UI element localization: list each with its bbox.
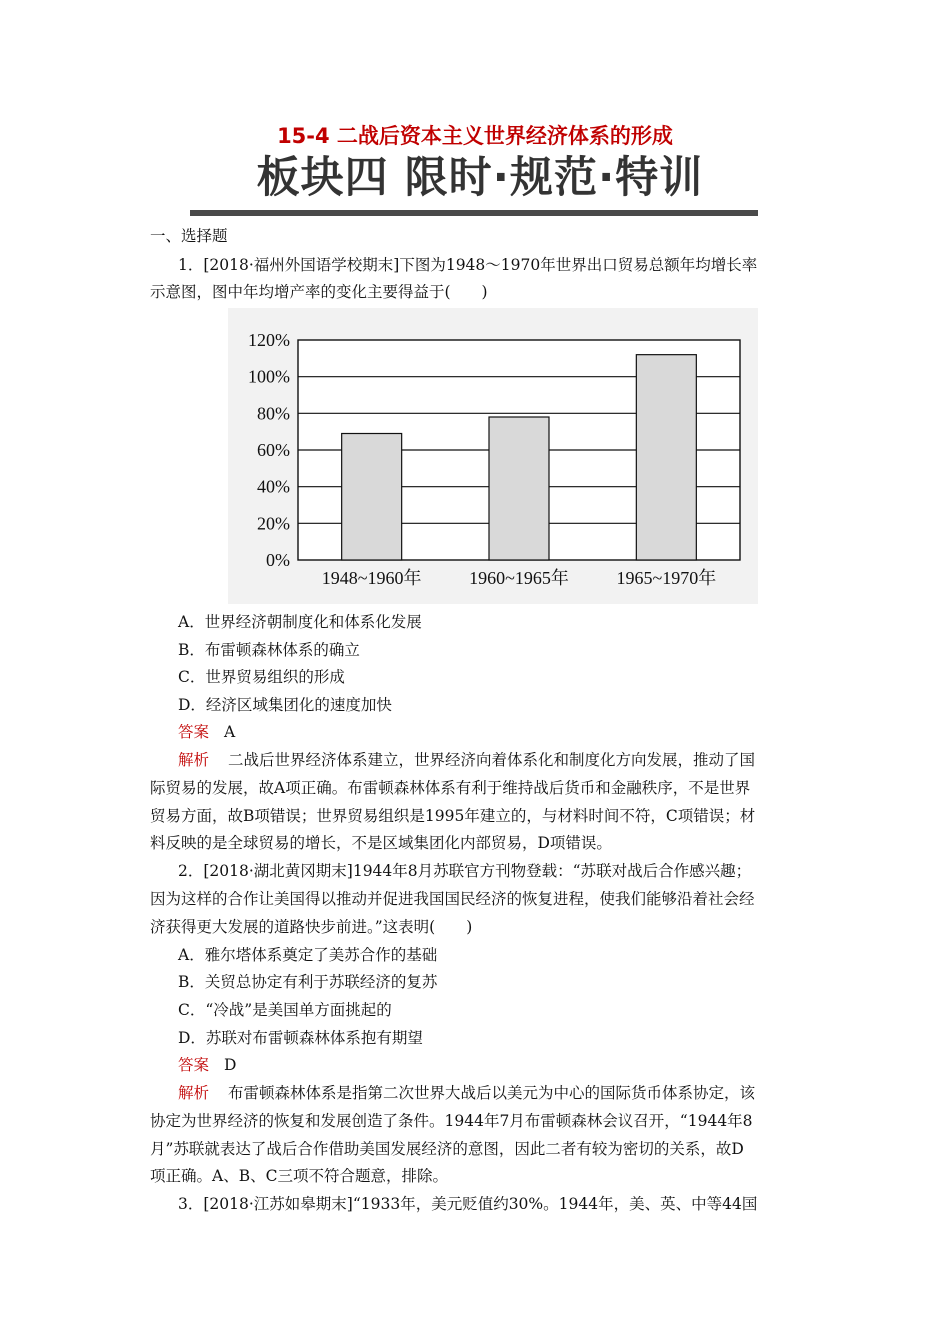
q2-option-b: B．关贸总协定有利于苏联经济的复苏 xyxy=(178,973,438,991)
analysis-text: 二战后世界经济体系建立，世界经济向着体系化和制度化方向发展，推动了国 xyxy=(227,751,755,769)
q1-analysis-line-1 xyxy=(178,750,755,770)
q2-analysis-line-2: 协定为世界经济的恢复和发展创造了条件。1944年7月布雷顿森林会议召开，“1944年8 xyxy=(150,1112,753,1130)
q2-option-d: D．苏联对布雷顿森林体系抱有期望 xyxy=(178,1029,423,1047)
analysis-label: 解析 xyxy=(178,751,210,769)
q1-option-c: C．世界贸易组织的形成 xyxy=(178,668,345,686)
y-tick-label: 60% xyxy=(257,440,290,460)
q1-analysis-line-4: 料反映的是全球贸易的增长，不是区域集团化内部贸易，D项错误。 xyxy=(150,834,612,852)
q2-answer xyxy=(178,1055,236,1075)
q2-stem-line-2: 因为这样的合作让美国得以推动并促进我国国民经济的恢复进程，使我们能够沿着社会经 xyxy=(150,890,755,908)
section-heading: 一、选择题 xyxy=(150,227,228,245)
answer-label: 答案 xyxy=(178,723,210,741)
answer-value: A xyxy=(223,723,236,741)
x-tick-label: 1965~1970年 xyxy=(616,568,717,588)
y-tick-label: 120% xyxy=(248,330,290,350)
q2-stem-line-3: 济获得更大发展的道路快步前进。”这表明( ) xyxy=(150,918,473,936)
y-tick-label: 80% xyxy=(257,403,290,424)
bar xyxy=(342,434,402,561)
y-tick-label: 0% xyxy=(266,550,290,570)
y-tick-label: 20% xyxy=(257,513,290,534)
q1-answer xyxy=(178,722,235,742)
section-banner: 板块四 限时·规范·特训 xyxy=(256,153,704,203)
answer-value: D xyxy=(223,1056,237,1074)
banner-underline xyxy=(190,210,758,216)
bar-chart xyxy=(228,308,758,604)
x-tick-label: 1948~1960年 xyxy=(321,568,422,588)
q1-option-a: A．世界经济朝制度化和体系化发展 xyxy=(178,613,422,631)
q2-analysis-line-4: 项正确。A、B、C三项不符合题意，排除。 xyxy=(150,1167,448,1185)
y-tick-label: 40% xyxy=(257,476,290,497)
analysis-label: 解析 xyxy=(178,1084,210,1102)
q1-stem-line-1: 1．[2018·福州外国语学校期末]下图为1948～1970年世界出口贸易总额年均增长率 xyxy=(178,256,758,274)
q1-option-b: B．布雷顿森林体系的确立 xyxy=(178,641,360,659)
x-tick-label: 1960~1965年 xyxy=(469,568,569,588)
q2-option-a: A．雅尔塔体系奠定了美苏合作的基础 xyxy=(178,946,438,964)
q1-stem-line-2: 示意图，图中年均增产率的变化主要得益于( ) xyxy=(150,283,488,301)
q1-analysis-line-2: 际贸易的发展，故A项正确。布雷顿森林体系有利于维持战后货币和金融秩序，不是世界 xyxy=(150,779,751,797)
q2-option-c: C．“冷战”是美国单方面挑起的 xyxy=(178,1001,392,1019)
bar-chart-svg xyxy=(228,308,758,604)
q2-stem-line-1: 2．[2018·湖北黄冈期末]1944年8月苏联官方刊物登载：“苏联对战后合作感兴趣； xyxy=(178,862,752,880)
y-tick-label: 100% xyxy=(248,366,290,387)
answer-label: 答案 xyxy=(178,1056,210,1074)
page-title: 15-4 二战后资本主义世界经济体系的形成 xyxy=(277,124,673,148)
q2-analysis-line-3: 月”苏联就表达了战后合作借助美国发展经济的意图，因此二者有较为密切的关系，故D xyxy=(150,1140,744,1158)
bar xyxy=(636,355,696,560)
q1-option-d: D．经济区域集团化的速度加快 xyxy=(178,696,392,714)
q2-analysis-line-1 xyxy=(178,1083,755,1103)
q1-analysis-line-3: 贸易方面，故B项错误；世界贸易组织是1995年建立的，与材料时间不符，C项错误；材 xyxy=(150,807,756,825)
bar xyxy=(489,417,549,560)
q3-stem-line-1: 3．[2018·江苏如皋期末]“1933年，美元贬值约30%。1944年，美、英、中等44国 xyxy=(178,1195,758,1213)
analysis-text: 布雷顿森林体系是指第二次世界大战后以美元为中心的国际货币体系协定，该 xyxy=(227,1084,755,1102)
